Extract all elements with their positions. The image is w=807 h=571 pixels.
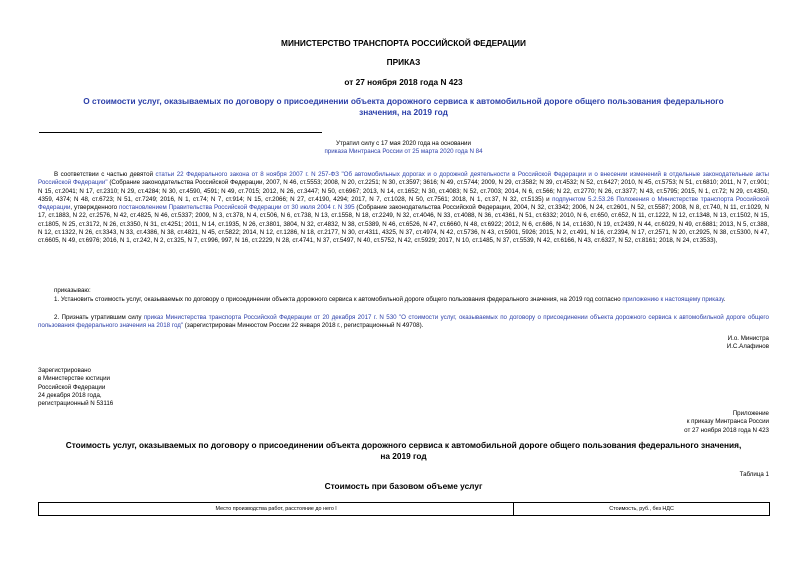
item-2-end: (зарегистрирован Минюстом России 22 января 2018 г., регистрационный N 49708). (183, 322, 424, 330)
col-cost-header: Стоимость, руб., без НДС (514, 503, 770, 516)
doc-title-line1: О стоимости услуг, оказываемых по договору о присоединении объекта дорожного сервиса к автомобильной дороге общего пользования федерального (83, 96, 724, 106)
registration-line-2: в Министерстве юстиции (38, 375, 111, 383)
appendix-line-2: к приказу Минтранса России (686, 418, 769, 426)
lapse-note-line1: Утратил силу с 17 мая 2020 года на основании (336, 140, 471, 147)
doc-date-number: от 27 ноября 2018 года N 423 (344, 77, 463, 87)
table-title: Стоимость при базовом объеме услуг (324, 481, 483, 491)
signatory-name: И.С.Алафинов (726, 343, 769, 351)
appendix-title-line1: Стоимость услуг, оказываемых по договору о присоединении объекта дорожного сервиса к автомобильной дороге общего пользования федерального значения, (65, 440, 742, 450)
appendix-header (684, 410, 769, 435)
item-2-text: 2. Признать утратившим силу (54, 314, 142, 321)
repealed-order-link[interactable]: приказ Министерства транспорта Российской Федерации от 20 декабря 2017 г. N 530 "О стоимости услуг, оказываемых по договору о присоединении объекта дорожного сервиса к автомобильной дороге общего пользования федерального значения на 2018 год" (38, 314, 769, 330)
doc-type-heading: ПРИКАЗ (386, 57, 421, 67)
registration-line-4: 24 декабря 2018 года, (38, 391, 102, 399)
appendix-line-3: от 27 ноября 2018 года N 423 (684, 426, 769, 434)
order-word: приказываю: (54, 287, 91, 294)
signatory-role: И.о. Министра (727, 335, 769, 342)
ministry-heading: МИНИСТЕРСТВО ТРАНСПОРТА РОССИЙСКОЙ ФЕДЕРАЦИИ (281, 38, 526, 48)
table-label: Таблица 1 (739, 471, 769, 478)
registration-line-1: Зарегистрировано (38, 367, 91, 374)
preamble-text-1: В соответствии с частью девятой (54, 171, 156, 178)
item-1-end: . (723, 296, 726, 303)
preamble-text-3: , утвержденного (70, 204, 119, 212)
table-header-row (39, 503, 770, 516)
divider-rule (39, 132, 322, 133)
item-1 (38, 296, 769, 304)
registration-line-3: Российской Федерации (38, 383, 106, 391)
lapse-note-link[interactable]: приказа Минтранса России от 25 марта 2020 года N 84 (324, 148, 483, 156)
federal-law-link[interactable]: статьи 22 Федерального закона от 8 ноября 2007 г. N 257-ФЗ "Об автомобильных дорогах и о дорожной деятельности в Российской Федерации и о внесении изменений в отдельные законодательные акты Российской Федерации" (38, 171, 769, 187)
cost-table (38, 502, 770, 516)
preamble-paragraph (38, 171, 769, 246)
doc-title-line2: значения, на 2019 год (359, 107, 448, 117)
col-location-header: Место производства работ, расстояние до него l (39, 503, 514, 516)
lapse-note (0, 140, 807, 157)
appendix-title-line2: на 2019 год (380, 451, 427, 461)
appendix-title (30, 440, 777, 462)
preamble-text-4: (Собрание законодательства Российской Федерации, 2004, N 32, ст.3342; 2006, N 24, ст.2601, N 52, ст.5587; 2008, N 8, ст.740, N 11, ст.1029, N 17, ст.1883, N 22, ст.2576, N 42, ст.4825, N 46, ст.5337; 2009, N 3, ст.378, N 4, ст.506, N 6, ст.738, N 13, ст.1558, N 18, ст.2249, N 32, ст.4046, N 33, ст.4088, N 36, ст.4361, N 51, ст.6332; 2010, N 6, ст.650, ст.652, N 11, ст.1222, N 12, ст.1348, N 13, ст.1502, N 15, ст.1805, N 25, ст.3172, N 26, ст.3350, N 31, ст.4251; 2011, N 14, ст.1935, N 26, ст.3801, 3804, N 32, ст.4832, N 38, ст.5389, N 46, ст.6526, N 47, ст.6660, N 48, ст.6922; 2012, N 6, ст.686, N 14, ст.1630, N 19, ст.2439, N 44, ст.6029, N 49, ст.6881; 2013, N 5, ст.388, N 12, ст.1322, N 26, ст.3343, N 33, ст.4386, N 38, ст.4821, N 45, ст.5822; 2014, N 12, ст.1286, N 18, ст.2177, N 30, ст.4311, 4325, N 37, ст.4974, N 42, ст.5736, N 43, ст.5901, 5926; 2015, N 2, ст.491, N 16, ст.2394, N 17, ст.2571, N 20, ст.2925, N 38, ст.5300, N 47, ст.6605, N 49, ст.6976; 2016, N 1, ст.242, N 2, ст.325, N 7, ст.996, 997, N 16, ст.2229, N 28, ст.4741, N 37, ст.5497, N 40, ст.5752, N 42, ст.5929; 2017, N 10, ст.1485, N 37, ст.5539, N 42, ст.6166, N 43, ст.6327, N 52, ст.8161; 2018, N 24, ст.3533), (38, 204, 770, 245)
regulation-subclause-link[interactable]: подпунктом 5.2.53.26 Положения о Министерстве транспорта Российской Федерации (38, 195, 769, 212)
item-1-text: 1. Установить стоимость услуг, оказываемых по договору о присоединении объекта дорожного сервиса к автомобильной дороге общего пользования федерального значения, на 2019 год согласно (54, 296, 623, 303)
item-2 (38, 314, 769, 331)
registration-block (38, 367, 113, 408)
government-decree-link[interactable]: постановлением Правительства Российской Федерации от 30 июля 2004 г. N 395 (119, 204, 355, 212)
appendix-link[interactable]: приложению к настоящему приказу (622, 296, 724, 303)
signature-block (727, 335, 769, 352)
registration-line-5: регистрационный N 53116 (38, 400, 114, 408)
preamble-text-2: (Собрание законодательства Российской Федерации, 2007, N 46, ст.5553; 2008, N 20, ст.2251; N 30, ст.3597; 3616; N 49, ст.5744; 2009, N 29, ст.3582; N 39, ст.4532; N 52, ст.6427; 2010, N 45, ст.5753; N 51, ст.6810; 2011, N 7, ст.901; N 15, ст.2041; N 17, ст.2310; N 29, ст.4284; N 30, ст.4590, 4591; N 49, ст.7015; 2012, N 26, ст.3447; N 50, ст.6967; 2013, N 14, ст.1652; N 30, ст.4083; N 52, ст.7003; 2014, N 6, ст.566; N 22, ст.2770; N 26, ст.3377; N 43, ст.5795; 2015, N 1, ст.72; N 29, ст.4350, 4359, 4374; N 48, ст.6723; N 51, ст.7249; 2016, N 1, ст.74; N 7, ст.914; N 15, ст.2066; N 27, ст.4190, 4294; 2017, N 7, ст.1028, N 50, ст.7561; 2018, N 1, ст.37, N 32, ст.5135) и (38, 179, 769, 203)
doc-title (40, 96, 767, 118)
appendix-line-1: Приложение (732, 410, 769, 417)
